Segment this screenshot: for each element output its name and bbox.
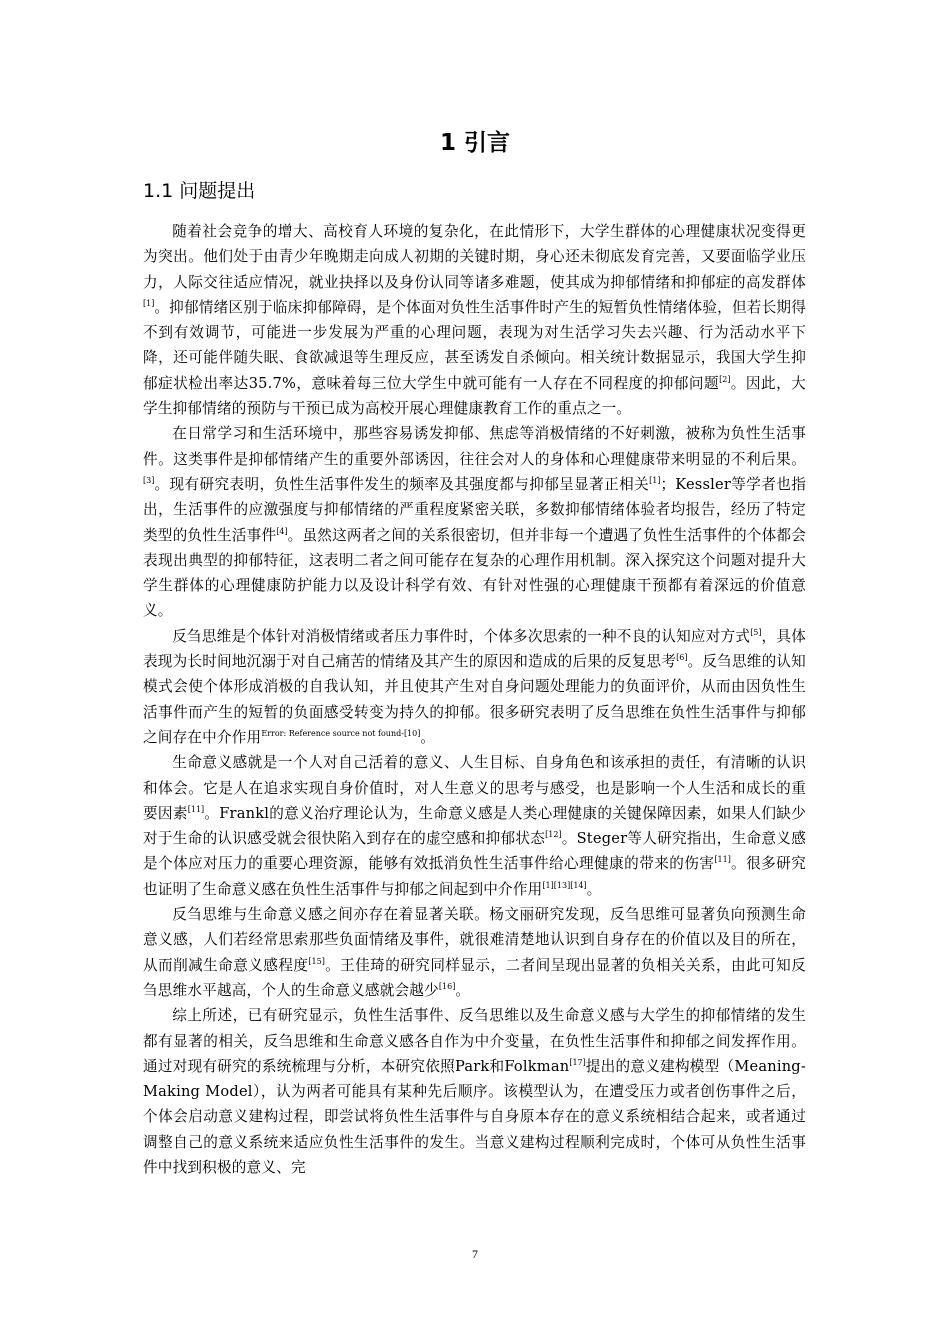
paragraph-text: 。虽然这两者之间的关系很密切，但并非每一个遭遇了负性生活事件的个体都会表现出典型的抑郁特征，这表明二者之间可能存在复杂的心理作用机制。深入探究这个问题对提升大学生群体的心理健康防护能力以及设计科学有效、有针对性强的心理健康干预都有着深远的价值意义。	[143, 526, 806, 620]
paragraph-text: ；Kessler等学者也指出，生活事件的应激强度与抑郁情绪的严重程度紧密关联，多数抑郁情绪体验者均报告，经历了特定类型的负性生活事件	[143, 475, 806, 544]
citation-ref: [16]	[438, 981, 456, 991]
paragraph-text: 。现有研究表明，负性生活事件发生的频率及其强度都与抑郁呈显著正相关	[154, 475, 650, 493]
citation-ref: [3]	[143, 475, 155, 485]
citation-ref: [4]	[276, 526, 288, 536]
paragraph-text: 。抑郁情绪区别于临床抑郁障碍，是个体面对负性生活事件时产生的短暂负性情绪体验，但若长期得不到有效调节，可能进一步发展为严重的心理问题，表现为对生活学习失去兴趣、行为活动水平下降，还可能伴随失眠、食欲减退等生理反应，甚至诱发自杀倾向。相关统计数据显示，我国大学生抑郁症状检出率达35.7%，意味着每三位大学生中就可能有一人存在不同程度的抑郁问题	[143, 298, 806, 392]
page-number: 7	[472, 1247, 478, 1261]
citation-ref: [2]	[719, 374, 731, 384]
citation-ref: [1]	[143, 298, 155, 308]
body-paragraph	[143, 624, 806, 750]
paragraph-text: 。反刍思维的认知模式会使个体形成消极的自我认知，并且使其产生对自身问题处理能力的负面评价，从而由因负性生活事件而产生的短暂的负面感受转变为持久的抑郁。很多研究表明了反刍思维在负性生活事件与抑郁之间存在中介作用	[143, 653, 806, 746]
paragraph-text: 。Frankl的意义治疗理论认为，生命意义感是人类心理健康的关键保障因素，如果人们缺少对于生命的认识感受就会很快陷入到存在的虚空感和抑郁状态	[143, 804, 806, 848]
paragraph-text: 。Steger等人研究指出，生命意义感是个体应对压力的重要心理资源，能够有效抵消负性生活事件给心理健康的带来的伤害	[143, 830, 806, 873]
citation-ref: [6]	[676, 653, 688, 663]
citation-ref: [12]	[545, 830, 562, 840]
body-paragraph	[143, 421, 806, 623]
paragraph-text: 随着社会竞争的增大、高校育人环境的复杂化，在此情形下，大学生群体的心理健康状况变得更为突出。他们处于由青少年晚期走向成人初期的关键时期，身心还未彻底发育完善，又要面临学业压力，人际交往适应情况，就业抉择以及身份认同等诸多难题，使其成为抑郁情绪和抑郁症的高发群体	[143, 223, 806, 291]
paragraph-text: 。	[586, 880, 602, 898]
citation-ref: [11]	[714, 855, 731, 865]
citation-ref: [1]	[649, 475, 661, 485]
paragraph-text: 。很多研究也证明了生命意义感在负性生活事件与抑郁之间起到中介作用	[143, 855, 806, 898]
body-paragraph	[143, 1003, 806, 1180]
paragraph-text: ，具体表现为长时间地沉溺于对自己痛苦的情绪及其产生的原因和造成的后果的反复思考	[143, 627, 806, 671]
paragraph-text: 反刍思维是个体针对消极情绪或者压力事件时，个体多次思索的一种不良的认知应对方式	[172, 627, 751, 645]
citation-ref: Error: Reference source not found-[10]	[261, 728, 421, 738]
paragraph-text: 在日常学习和生活环境中，那些容易诱发抑郁、焦虑等消极情绪的不好刺激，被称为负性生活事件。这类事件是抑郁情绪产生的重要外部诱因，往往会对人的身体和心理健康带来明显的不利后果。	[143, 425, 806, 468]
citation-ref: [5]	[750, 627, 762, 637]
citation-ref: [11]	[187, 804, 205, 814]
section-title: 1.1 问题提出	[143, 180, 256, 202]
chapter-title: 1 引言	[439, 130, 510, 156]
body-paragraph	[143, 902, 806, 1003]
body-paragraph	[143, 219, 806, 421]
paragraph-text: 生命意义感就是一个人对自己活着的意义、人生目标、自身角色和该承担的责任，有清晰的认识和体会。它是人在追求实现自身价值时，对人生意义的思考与感受，也是影响一个人生活和成长的重要因素	[143, 754, 806, 822]
paragraph-text: 。王佳琦的研究同样显示，二者间呈现出显著的负相关关系，由此可知反刍思维水平越高，个人的生命意义感就会越少	[143, 956, 806, 999]
body-text	[143, 219, 806, 1180]
body-paragraph	[143, 750, 806, 902]
paragraph-text: 。	[420, 728, 436, 746]
citation-ref: [17]	[569, 1057, 586, 1067]
citation-ref: [15]	[308, 956, 325, 966]
citation-ref: [1][13][14]	[542, 880, 587, 890]
paragraph-text: 。因此，大学生抑郁情绪的预防与干预已成为高校开展心理健康教育工作的重点之一。	[143, 374, 806, 418]
paragraph-text: 综上所述，已有研究显示，负性生活事件、反刍思维以及生命意义感与大学生的抑郁情绪的发生都有显著的相关，反刍思维和生命意义感各自作为中介变量，在负性生活事件和抑郁之间发挥作用。通过对现有研究的系统梳理与分析，本研究依照Park和Folkman	[143, 1007, 806, 1075]
paragraph-text: 提出的意义建构模型（Meaning-Making Model），认为两者可能具有某种先后顺序。该模型认为，在遭受压力或者创伤事件之后，个体会启动意义建构过程，即尝试将负性生活事件与自身原本存在的意义系统相结合起来，或者通过调整自己的意义系统来适应负性生活事件的发生。当意义建构过程顺利完成时，个体可从负性生活事件中找到积极的意义、完	[143, 1057, 806, 1176]
paragraph-text: 。	[455, 981, 471, 999]
paragraph-text: 反刍思维与生命意义感之间亦存在着显著关联。杨文丽研究发现，反刍思维可显著负向预测生命意义感，人们若经常思索那些负面情绪及事件，就很难清楚地认识到自身存在的价值以及目的所在，从而削减生命意义感程度	[143, 906, 806, 974]
